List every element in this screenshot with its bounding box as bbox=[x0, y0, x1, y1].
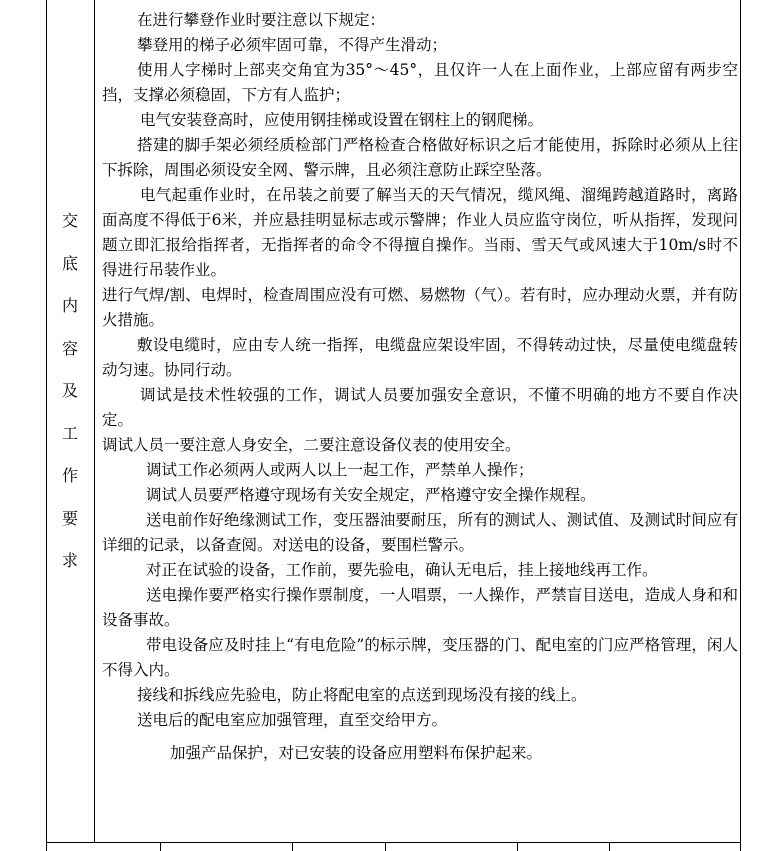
paragraph: 加强产品保护，对已安装的设备应用塑料布保护起来。 bbox=[170, 744, 543, 762]
section-label-char: 及 bbox=[61, 381, 78, 400]
section-label-char: 底 bbox=[61, 253, 78, 273]
column-divider bbox=[94, 0, 95, 842]
section-label-char: 求 bbox=[61, 551, 78, 570]
paragraph: 搭建的脚手架必须经质检部门严格检查合格做好标识之后才能使用，拆除时必须从上往下拆除，周围必须设安全网、警示牌，且必须注意防止踩空坠落。 bbox=[102, 136, 738, 179]
paragraph: 攀登用的梯子必须牢固可靠，不得产生滑动； bbox=[137, 36, 448, 54]
paragraph: 送电操作要严格实行操作票制度，一人唱票，一人操作，严禁盲目送电，造成人身和和设备事故。 bbox=[102, 586, 738, 629]
section-label-char: 作 bbox=[61, 466, 78, 485]
bottom-row-cells bbox=[46, 842, 741, 851]
section-label-char: 容 bbox=[61, 338, 78, 358]
paragraph: 调试人员一要注意人身安全，二要注意设备仪表的使用安全。 bbox=[102, 436, 521, 454]
paragraph: 在进行攀登作业时要注意以下规定： bbox=[137, 11, 386, 29]
section-label-char: 内 bbox=[61, 296, 78, 315]
paragraph: 进行气焊/割、电焊时，检查周围应没有可燃、易燃物（气）。若有时，应办理动火票，并有防火措施。 bbox=[102, 286, 738, 329]
content-body bbox=[102, 8, 738, 766]
section-label-char: 工 bbox=[61, 423, 78, 443]
paragraph: 带电设备应及时挂上“有电危险”的标示牌，变压器的门、配电室的门应严格管理，闲人不得入内。 bbox=[102, 636, 738, 679]
paragraph: 调试人员要严格遵守现场有关安全规定，严格遵守安全操作规程。 bbox=[146, 486, 596, 504]
paragraph: 调试是技术性较强的工作，调试人员要加强安全意识，不懂不明确的地方不要自作决定。 bbox=[102, 386, 738, 429]
paragraph: 接线和拆线应先验电，防止将配电室的点送到现场没有接的线上。 bbox=[137, 686, 587, 704]
paragraph: 送电前作好绝缘测试工作，变压器油要耐压，所有的测试人、测试值、及测试时间应有详细的记录，以备查阅。对送电的设备，要围栏警示。 bbox=[102, 511, 738, 554]
section-label-char: 要 bbox=[61, 508, 78, 528]
paragraph: 调试工作必须两人或两人以上一起工作，严禁单人操作； bbox=[146, 461, 534, 479]
paragraph: 敷设电缆时，应由专人统一指挥，电缆盘应架设牢固，不得转动过快，尽量使电缆盘转动匀速。协同行动。 bbox=[102, 336, 738, 379]
paragraph: 对正在试验的设备，工作前，要先验电，确认无电后，挂上接地线再工作。 bbox=[146, 561, 658, 579]
paragraph: 使用人字梯时上部夹交角宜为35°～45°，且仅许一人在上面作业，上部应留有两步空挡，支撑必须稳固，下方有人监护； bbox=[102, 61, 738, 104]
paragraph: 电气起重作业时，在吊装之前要了解当天的天气情况，缆风绳、溜绳跨越道路时，离路面高度不得低于6米，并应悬挂明显标志或示警牌；作业人员应监守岗位，听从指挥，发现问题立即汇报给指挥者，无指挥者的命令不得擅自操作。当雨、雪天气或风速大于10m/s时不得进行吊装作业。 bbox=[102, 186, 738, 279]
paragraph: 电气安装登高时，应使用钢挂梯或设置在钢柱上的钢爬梯。 bbox=[140, 111, 544, 129]
section-label-char: 交 bbox=[61, 211, 78, 230]
section-label bbox=[46, 200, 94, 583]
paragraph: 送电后的配电室应加强管理，直至交给甲方。 bbox=[137, 711, 448, 729]
